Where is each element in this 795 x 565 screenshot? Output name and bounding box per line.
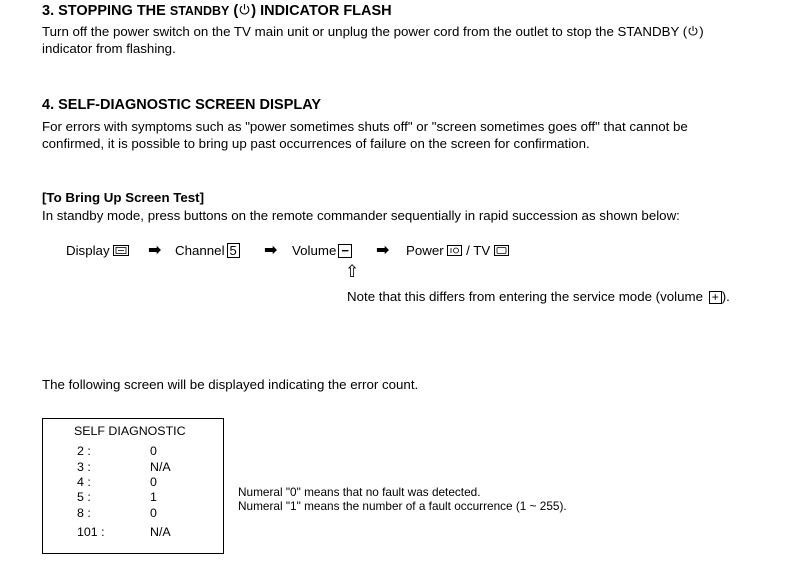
bring-up-heading: [To Bring Up Screen Test] xyxy=(42,190,205,205)
right-arrow-icon: ➡ xyxy=(148,242,162,259)
section-4-heading: 4. SELF-DIAGNOSTIC SCREEN DISPLAY xyxy=(42,97,322,113)
section-3-line-1: Turn off the power switch on the TV main unit or unplug the power cord from the outlet to stop the STANDBY ( ) xyxy=(42,24,704,39)
up-arrow-icon: ⇧ xyxy=(345,262,360,281)
volume-minus-key: − xyxy=(338,244,352,258)
tv-label: / TV xyxy=(462,243,491,258)
code-5: 5 : xyxy=(77,490,91,504)
value-3: N/A xyxy=(150,460,171,474)
code-4: 4 : xyxy=(77,475,91,489)
value-4: 0 xyxy=(150,475,157,489)
volume-plus-key: + xyxy=(709,291,722,304)
value-5: 1 xyxy=(150,490,157,504)
sequence-channel xyxy=(175,242,240,259)
sequence-power-tv xyxy=(406,242,509,259)
value-2: 0 xyxy=(150,444,157,458)
value-8: 0 xyxy=(150,506,157,520)
self-diagnostic-screen xyxy=(42,418,224,554)
note-numeral-1: Numeral "1" means the number of a fault occurrence (1 ~ 255). xyxy=(238,499,567,513)
sequence-display xyxy=(66,242,129,259)
section-4-line-1: For errors with symptoms such as "power sometimes shuts off" or "screen sometimes goes off" that cannot be xyxy=(42,119,688,134)
self-diagnostic-title: SELF DIAGNOSTIC xyxy=(74,424,186,438)
right-arrow-icon: ➡ xyxy=(264,242,278,259)
power-label: Power xyxy=(406,243,444,258)
code-3: 3 : xyxy=(77,460,91,474)
bring-up-instruction: In standby mode, press buttons on the remote commander sequentially in rapid succession as shown below: xyxy=(42,208,680,223)
section-4-line-2: confirmed, it is possible to bring up past occurrences of failure on the screen for confirmation. xyxy=(42,136,590,151)
sequence-volume xyxy=(292,242,352,259)
volume-label: Volume xyxy=(292,243,337,258)
section-3-heading: 3. STOPPING THE STANDBY ( ) INDICATOR FLASH xyxy=(42,3,392,19)
display-button-icon xyxy=(113,245,129,256)
code-8: 8 : xyxy=(77,506,91,520)
following-screen-text: The following screen will be displayed indicating the error count. xyxy=(42,377,419,392)
value-101: N/A xyxy=(150,525,171,539)
power-standby-icon xyxy=(238,3,251,16)
service-mode-note: Note that this differs from entering the service mode (volume + ). xyxy=(347,289,730,304)
tv-button-icon xyxy=(494,245,509,256)
code-101: 101 : xyxy=(77,525,105,539)
channel-5-key: 5 xyxy=(227,243,240,258)
code-2: 2 : xyxy=(77,444,91,458)
note-numeral-0: Numeral "0" means that no fault was detected. xyxy=(238,485,481,499)
display-label: Display xyxy=(66,243,110,258)
right-arrow-icon: ➡ xyxy=(376,242,390,259)
channel-label: Channel xyxy=(175,243,225,258)
power-standby-icon xyxy=(687,25,699,37)
section-3-line-2: indicator from flashing. xyxy=(42,41,176,56)
power-button-icon xyxy=(447,245,462,256)
